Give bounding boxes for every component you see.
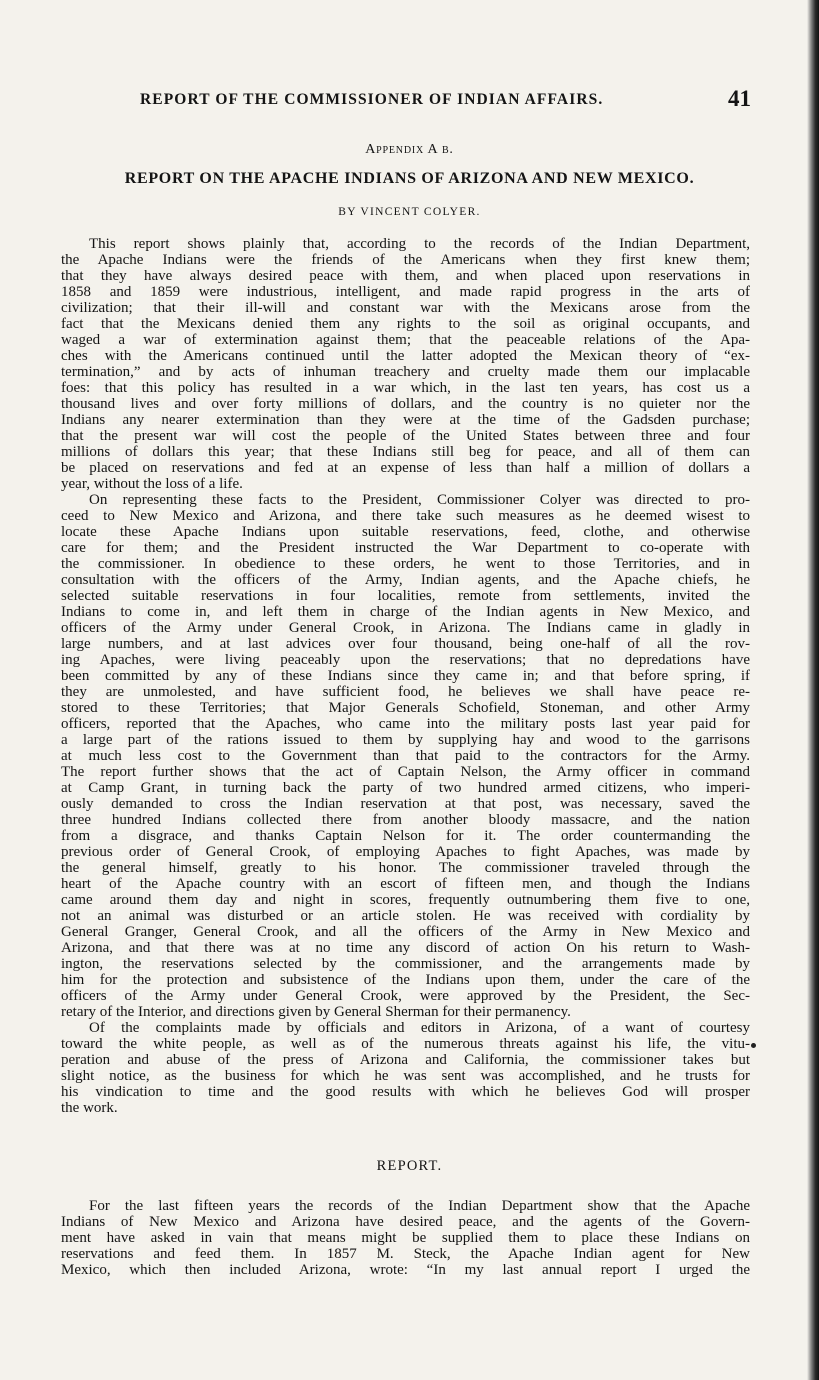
text-line: consultation with the officers of the Army, Indian agents, and the Apache chiefs, he	[61, 572, 750, 588]
text-line: the work.	[61, 1100, 118, 1116]
text-line: been committed by any of these Indians since they came in; and that before spring, if	[61, 668, 750, 684]
document-title: REPORT ON THE APACHE INDIANS OF ARIZONA AND NEW MEXICO.	[124, 170, 695, 187]
text-line: came around them day and night in scores, frequently outnumbering them five to one,	[61, 892, 750, 908]
report-text	[61, 1198, 750, 1278]
text-line: General Granger, General Crook, and all the officers of the Army in New Mexico and	[61, 924, 750, 940]
text-line: reservations and feed them. In 1857 M. Steck, the Apache Indian agent for New	[61, 1246, 750, 1262]
text-line: year, without the loss of a life.	[61, 476, 243, 492]
text-line: ches with the Americans continued until the latter adopted the Mexican theory of “ex-	[61, 348, 750, 364]
page-number: 41	[728, 86, 751, 111]
text-line: heart of the Apache country with an escort of fifteen men, and though the Indians	[61, 876, 750, 892]
text-line: foes: that this policy has resulted in a war which, in the last ten years, has cost us a	[61, 380, 750, 396]
text-line: three hundred Indians collected there from another bloody massacre, and the nation	[61, 812, 750, 828]
text-line: On representing these facts to the President, Commissioner Colyer was directed to pro-	[89, 492, 750, 508]
text-line: For the last fifteen years the records of the Indian Department show that the Apache	[89, 1198, 750, 1214]
text-line: at Camp Grant, in turning back the party of two hundred armed citizens, who imperi-	[61, 780, 750, 796]
text-line: officers of the Army under General Crook, in Arizona. The Indians came in gladly in	[61, 620, 750, 636]
text-line: previous order of General Crook, of employing Apaches to fight Apaches, was made by	[61, 844, 750, 860]
text-line: peration and abuse of the press of Arizona and California, the commissioner takes but	[61, 1052, 750, 1068]
text-line: officers, reported that the Apaches, who came into the military posts last year paid for	[61, 716, 750, 732]
text-line: millions of dollars this year; that these Indians still beg for peace, and all of them can	[61, 444, 750, 460]
text-line: the Apache Indians were the friends of the Americans when they first knew them;	[61, 252, 750, 268]
paragraph	[61, 1020, 750, 1116]
page-header	[0, 88, 819, 120]
text-line: his vindication to time and the good results with which he believes God will prosper	[61, 1084, 750, 1100]
text-line: Indians to come in, and left them in charge of the Indian agents in New Mexico, and	[61, 604, 750, 620]
text-line: be placed on reservations and fed at an expense of less than half a million of dollars a	[61, 460, 750, 476]
text-line: ing Apaches, were living peaceably upon the reservations; that no depredations have	[61, 652, 750, 668]
text-line: officers of the Army under General Crook, were approved by the President, the Sec-	[61, 988, 750, 1004]
text-line: Of the complaints made by officials and editors in Arizona, of a want of courtesy	[89, 1020, 750, 1036]
text-line: Arizona, and that there was at no time any discord of action On his return to Wash-	[61, 940, 750, 956]
text-line: Indians of New Mexico and Arizona have desired peace, and the agents of the Govern-	[61, 1214, 750, 1230]
text-line: The report further shows that the act of Captain Nelson, the Army officer in command	[61, 764, 750, 780]
text-line: 1858 and 1859 were industrious, intelligent, and made rapid progress in the arts of	[61, 284, 750, 300]
text-line: ceed to New Mexico and Arizona, and there take such measures as he deemed wisest to	[61, 508, 750, 524]
text-line: thousand lives and over forty millions of dollars, and the country is no quieter nor the	[61, 396, 750, 412]
text-line: retary of the Interior, and directions given by General Sherman for their permanency.	[61, 1004, 571, 1020]
text-line: the commissioner. In obedience to these orders, he went to those Territories, and in	[61, 556, 750, 572]
page-edge-shadow	[807, 0, 819, 1380]
text-line: ously demanded to cross the Indian reservation at that post, was necessary, saved the	[61, 796, 750, 812]
summary-text	[61, 236, 750, 1116]
text-line: slight notice, as the business for which he was sent was accomplished, and he trusts for	[61, 1068, 750, 1084]
text-line: the general himself, greatly to his honor. The commissioner traveled through the	[61, 860, 750, 876]
text-line: a large part of the rations issued to them by supplying hay and wood to the garrisons	[61, 732, 750, 748]
text-line: Mexico, which then included Arizona, wrote: “In my last annual report I urged the	[61, 1262, 750, 1278]
text-line: from a disgrace, and thanks Captain Nelson for it. The order countermanding the	[61, 828, 750, 844]
text-line: care for them; and the President instructed the War Department to co-operate with	[61, 540, 750, 556]
text-line: ington, the reservations selected by the commissioner, and the arrangements made by	[61, 956, 750, 972]
text-line: civilization; that their ill-will and constant war with the Mexicans arose from the	[61, 300, 750, 316]
paragraph	[61, 1198, 750, 1278]
text-line: large numbers, and at last advices over four thousand, being one-half of all the rov-	[61, 636, 750, 652]
paragraph	[61, 492, 750, 1020]
margin-mark	[751, 1043, 756, 1048]
byline: BY VINCENT COLYER.	[338, 206, 481, 218]
text-line: toward the white people, as well as of the numerous threats against his life, the vitu-	[61, 1036, 750, 1052]
text-line: waged a war of extermination against them; that the peaceable relations of the Apa-	[61, 332, 750, 348]
text-line: at much less cost to the Government than that paid to the contractors for the Army.	[61, 748, 750, 764]
text-line: Indians any nearer extermination than they were at the time of the Gadsden purchase;	[61, 412, 750, 428]
paragraph	[61, 236, 750, 492]
text-line: fact that the Mexicans denied them any rights to the soil as original occupants, and	[61, 316, 750, 332]
text-line: they are unmolested, and have sufficient food, he believes we shall have peace re-	[61, 684, 750, 700]
appendix-label: Appendix A b.	[365, 142, 454, 157]
section-title: REPORT.	[376, 1158, 443, 1174]
text-line: This report shows plainly that, according to the records of the Indian Department,	[89, 236, 750, 252]
text-line: termination,” and by acts of inhuman treachery and cruelty made them our implacable	[61, 364, 750, 380]
text-line: ment have asked in vain that means might be supplied them to place these Indians on	[61, 1230, 750, 1246]
text-line: that the present war will cost the people of the United States between three and four	[61, 428, 750, 444]
text-line: not an animal was disturbed or an article stolen. He was received with cordiality by	[61, 908, 750, 924]
running-head: REPORT OF THE COMMISSIONER OF INDIAN AFFAIRS.	[140, 91, 604, 108]
text-line: stored to these Territories; that Major Generals Schofield, Stoneman, and other Army	[61, 700, 750, 716]
text-line: that they have always desired peace with them, and when placed upon reservations in	[61, 268, 750, 284]
text-line: selected suitable reservations in four localities, remote from settlements, invited the	[61, 588, 750, 604]
text-line: him for the protection and subsistence of the Indians upon them, under the care of the	[61, 972, 750, 988]
text-line: locate these Apache Indians upon suitable reservations, feed, clothe, and otherwise	[61, 524, 750, 540]
